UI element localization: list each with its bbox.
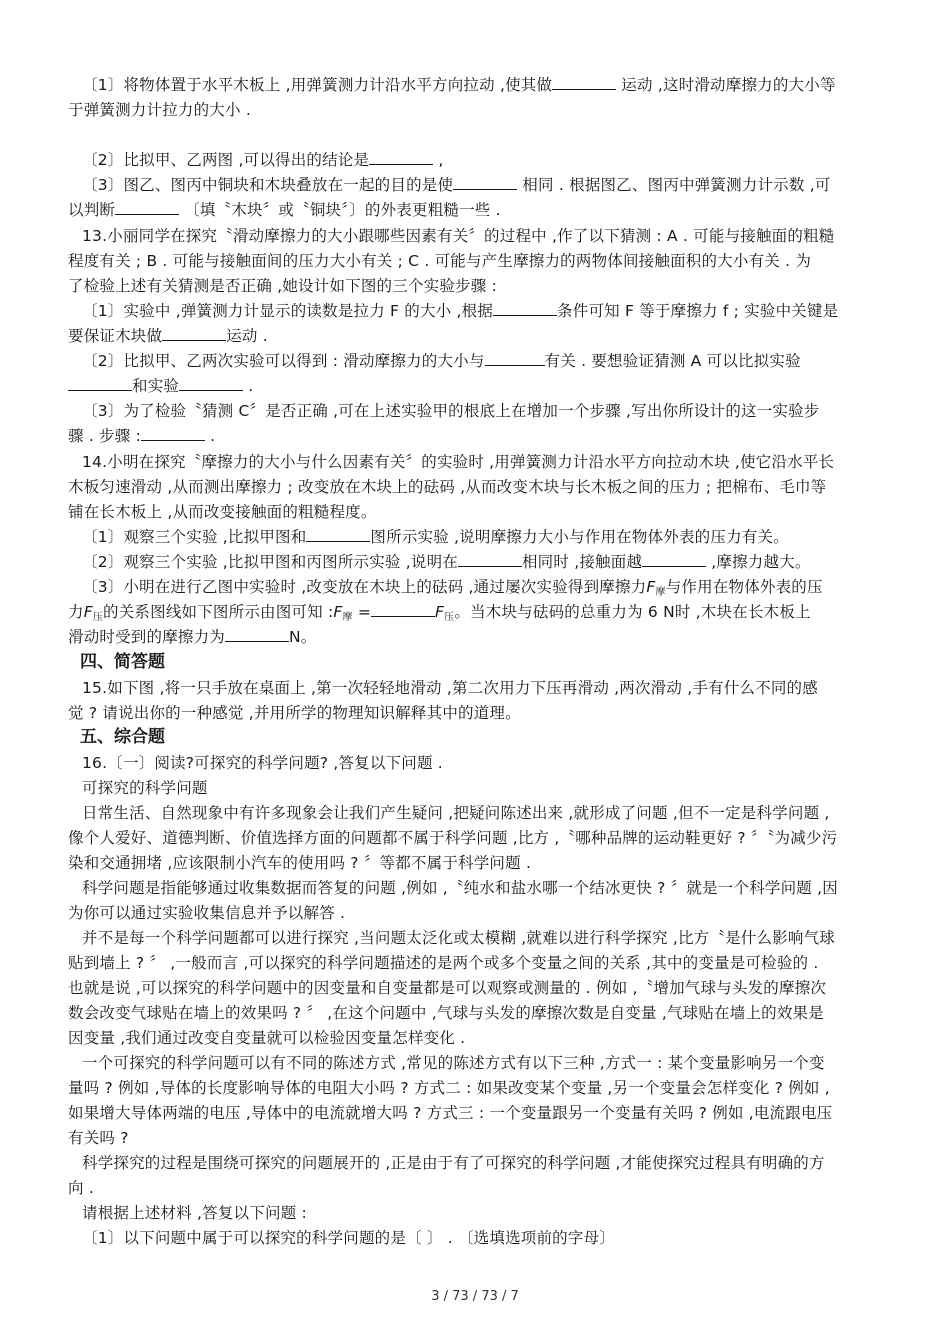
answer-blank[interactable] xyxy=(453,174,517,190)
q13-line-5: 要保证木块做 运动 . xyxy=(68,327,268,345)
section-heading-short-answer: 四、简答题 xyxy=(80,652,165,672)
reading-line: 有关吗 ? xyxy=(68,1129,129,1147)
q12-line-2: 于弹簧测力计拉力的大小 . xyxy=(68,101,251,119)
q14-line-5: 〔2〕观察三个实验 ,比拟甲图和丙图所示实验 ,说明在 相同时 ,接触面越 ,摩擦力越大。 xyxy=(82,553,811,571)
reading-line: 向 . xyxy=(68,1179,94,1197)
q12-line-3: 〔2〕比拟甲、乙两图 ,可以得出的结论是 , xyxy=(82,151,444,169)
q13-line-7: 和实验 . xyxy=(68,375,253,397)
q13-line-1: 13.小丽同学在探究〝滑动摩擦力的大小跟哪些因素有关〞的过程中 ,作了以下猜测 : A . 可能与接触面的粗糙 xyxy=(82,227,835,245)
reading-line: 科学探究的过程是围绕可探究的问题展开的 ,正是由于有了可探究的科学问题 ,才能使探究过程具有明确的方 xyxy=(82,1154,825,1172)
reading-line: 并不是每一个科学问题都可以进行探究 ,当问题太泛化或太模糊 ,就难以进行科学探究 ,比方〝是什么影响气球 xyxy=(82,929,835,947)
q16-instruction: 请根据上述材料 ,答复以下问题 : xyxy=(82,1204,307,1222)
q13-line-2: 程度有关 ; B . 可能与接触面间的压力大小有关 ; C . 可能与产生摩擦力的两物体间接触面积的大小有关 . 为 xyxy=(68,252,812,270)
answer-blank[interactable] xyxy=(225,626,289,642)
answer-blank[interactable] xyxy=(485,350,545,366)
answer-blank[interactable] xyxy=(68,375,132,391)
reading-line: 贴到墙上 ? 〞 ,一般而言 ,可以探究的科学问题描述的是两个或多个变量之间的关系 ,其中的变量是可检验的 . xyxy=(68,954,819,972)
q12-line-5: 以判断 〔填〝木块〞或〝铜块〞〕的外表更粗糙一些 . xyxy=(68,201,501,219)
answer-blank[interactable] xyxy=(642,551,706,567)
answer-blank[interactable] xyxy=(458,551,522,567)
q14-line-6: 〔3〕小明在进行乙图中实验时 ,改变放在木块上的砝码 ,通过屡次实验得到摩擦力$F_摩$与作用在物体外表的压 xyxy=(82,578,823,598)
reading-line: 也就是说 ,可以探究的科学问题中的因变量和自变量都是可以观察或测量的 . 例如 ,〝增加气球与头发的摩擦次 xyxy=(68,979,827,997)
answer-blank[interactable] xyxy=(371,601,435,617)
q15-line-2: 觉 ? 请说出你的一种感觉 ,并用所学的物理知识解释其中的道理。 xyxy=(68,704,521,722)
reading-line: 量吗 ? 例如 ,导体的长度影响导体的电阻大小吗 ? 方式二 : 如果改变某个变量 ,另一个变量会怎样变化 ? 例如 , xyxy=(68,1079,830,1097)
answer-blank[interactable] xyxy=(552,74,616,90)
q15-line-1: 15.如下图 ,将一只手放在桌面上 ,第一次轻轻地滑动 ,第二次用力下压再滑动 ,两次滑动 ,手有什么不同的感 xyxy=(82,679,818,697)
reading-line: 因变量 ,我们通过改变自变量就可以检验因变量怎样变化 . xyxy=(68,1029,466,1047)
q13-line-9: 骤 . 步骤 : . xyxy=(68,427,216,445)
reading-line: 如果增大导体两端的电压 ,导体中的电流就增大吗 ? 方式三 : 一个变量跟另一个变量有关吗 ? 例如 ,电流跟电压 xyxy=(68,1104,833,1122)
answer-blank[interactable] xyxy=(493,300,557,316)
q16-line-1: 16.〔一〕阅读?可探究的科学问题? ,答复以下问题 . xyxy=(82,754,443,772)
q12-line-4: 〔3〕图乙、图丙中铜块和木块叠放在一起的目的是使 相同 . 根据图乙、图丙中弹簧测力计示数 ,可 xyxy=(82,176,831,194)
answer-blank[interactable] xyxy=(306,526,370,542)
section-heading-comprehensive: 五、综合题 xyxy=(80,727,165,747)
answer-blank[interactable] xyxy=(179,375,243,391)
q13-line-6: 〔2〕比拟甲、乙两次实验可以得到 : 滑动摩擦力的大小与 有关 . 要想验证猜测 A 可以比拟实验 xyxy=(82,352,801,370)
answer-blank[interactable] xyxy=(141,425,205,441)
answer-blank[interactable] xyxy=(115,199,179,215)
reading-line: 像个人爱好、道德判断、价值选择方面的问题都不属于科学问题 ,比方 ,〝哪种品牌的运动鞋更好 ? 〞〝为减少污 xyxy=(68,829,838,847)
reading-line: 科学问题是指能够通过收集数据而答复的问题 ,例如 ,〝纯水和盐水哪一个结冰更快 ? 〞就是一个科学问题 ,因 xyxy=(82,879,838,897)
q14-line-3: 铺在长木板上 ,从而改变接触面的粗糙程度。 xyxy=(68,503,377,521)
reading-line: 一个可探究的科学问题可以有不同的陈述方式 ,常见的陈述方式有以下三种 ,方式一 : 某个变量影响另一个变 xyxy=(82,1054,825,1072)
reading-title: 可探究的科学问题 xyxy=(82,779,208,797)
reading-line: 为你可以通过实验收集信息并予以解答 . xyxy=(68,904,346,922)
answer-blank[interactable] xyxy=(369,149,433,165)
q14-line-8: 滑动时受到的摩擦力为 N。 xyxy=(68,628,317,646)
reading-line: 日常生活、自然现象中有许多现象会让我们产生疑问 ,把疑问陈述出来 ,就形成了问题 ,但不一定是科学问题 , xyxy=(82,804,830,822)
q13-line-4: 〔1〕实验中 ,弹簧测力计显示的读数是拉力 F 的大小 ,根据 条件可知 F 等于摩擦力 f ; 实验中关键是 xyxy=(82,302,839,320)
q14-line-1: 14.小明在探究〝摩擦力的大小与什么因素有关〞的实验时 ,用弹簧测力计沿水平方向拉动木块 ,使它沿水平长 xyxy=(82,453,835,471)
reading-line: 数会改变气球贴在墙上的效果吗 ? 〞 ,在这个问题中 ,气球与头发的摩擦次数是自变量 ,气球贴在墙上的效果是 xyxy=(68,1004,824,1022)
q12-line-1: 〔1〕将物体置于水平木板上 ,用弹簧测力计沿水平方向拉动 ,使其做 运动 ,这时滑动摩擦力的大小等 xyxy=(82,76,836,94)
q16-sub-1: 〔1〕以下问题中属于可以探究的科学问题的是〔 〕 . 〔选填选项前的字母〕 xyxy=(82,1229,615,1247)
q14-line-4: 〔1〕观察三个实验 ,比拟甲图和 图所示实验 ,说明摩擦力大小与作用在物体外表的压力有关。 xyxy=(82,528,789,546)
reading-line: 染和交通拥堵 ,应该限制小汽车的使用吗 ? 〞等都不属于科学问题 . xyxy=(68,854,532,872)
q14-line-2: 木板匀速滑动 ,从而测出摩擦力 ; 改变放在木块上的砝码 ,从而改变木块与长木板之间的压力 ; 把棉布、毛巾等 xyxy=(68,478,827,496)
q13-line-3: 了检验上述有关猜测是否正确 ,她设计如下图的三个实验步骤 : xyxy=(68,277,498,295)
q13-line-8: 〔3〕为了检验〝猜测 C〞是否正确 ,可在上述实验甲的根底上在增加一个步骤 ,写出你所设计的这一实验步 xyxy=(82,402,820,420)
answer-blank[interactable] xyxy=(162,325,226,341)
q14-line-7: 力$F_压$的关系图线如下图所示由图可知 $:F_摩 = F_压$。当木块与砝码的总重力为 6 N时 ,木块在长木板上 xyxy=(68,603,811,623)
page-number: 3 / 73 / 73 / 7 xyxy=(431,1289,519,1304)
